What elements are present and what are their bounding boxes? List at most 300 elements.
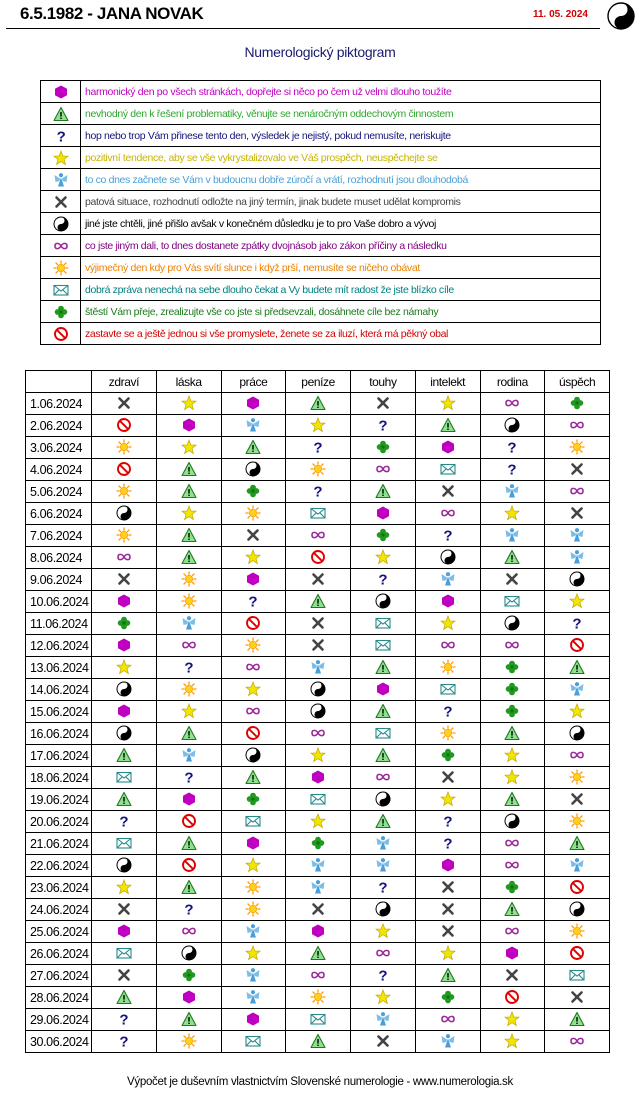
infinity-icon — [569, 747, 585, 763]
yinyang-icon — [569, 901, 585, 917]
symbol-cell — [351, 767, 416, 789]
symbol-cell — [351, 679, 416, 701]
symbol-cell — [221, 855, 286, 877]
legend-symbol-cell — [41, 169, 81, 191]
symbol-cell — [92, 921, 157, 943]
symbol-cell — [351, 459, 416, 481]
table-row — [26, 833, 610, 855]
symbol-cell — [156, 921, 221, 943]
svg-text:?: ? — [378, 967, 388, 984]
infinity-icon — [375, 769, 391, 785]
symbol-cell — [480, 789, 545, 811]
envelope-icon — [310, 505, 326, 521]
infinity-icon — [569, 1033, 585, 1049]
column-header: láska — [156, 371, 221, 393]
warning-icon — [440, 417, 456, 433]
symbol-cell — [221, 943, 286, 965]
symbol-cell — [92, 481, 157, 503]
sun-icon — [116, 483, 132, 499]
symbol-cell — [545, 459, 610, 481]
sun-icon — [569, 769, 585, 785]
star-icon — [504, 505, 520, 521]
legend-symbol-cell — [41, 323, 81, 345]
yinyang-icon — [440, 549, 456, 565]
symbol-cell — [221, 811, 286, 833]
symbol-cell — [480, 855, 545, 877]
symbol-cell — [351, 965, 416, 987]
angel-icon — [440, 1033, 456, 1049]
symbol-cell — [156, 745, 221, 767]
warning-icon — [181, 527, 197, 543]
symbol-cell — [415, 1009, 480, 1031]
row-date: 19.06.2024 — [26, 789, 92, 811]
warning-icon — [181, 835, 197, 851]
table-row — [26, 635, 610, 657]
symbol-cell — [415, 899, 480, 921]
symbol-cell — [156, 789, 221, 811]
angel-icon — [181, 615, 197, 631]
svg-text:?: ? — [184, 901, 194, 918]
prohibited-icon — [569, 879, 585, 895]
symbol-cell — [480, 921, 545, 943]
symbol-cell — [545, 613, 610, 635]
symbol-cell — [480, 481, 545, 503]
hexagon-icon — [116, 923, 132, 939]
prohibited-icon — [245, 725, 261, 741]
warning-icon — [375, 659, 391, 675]
svg-text:?: ? — [443, 703, 453, 720]
star-icon — [440, 791, 456, 807]
warning-icon — [245, 439, 261, 455]
star-icon — [181, 395, 197, 411]
symbol-cell — [480, 965, 545, 987]
symbol-cell — [221, 613, 286, 635]
symbol-cell — [480, 701, 545, 723]
symbol-cell — [545, 1009, 610, 1031]
row-date: 26.06.2024 — [26, 943, 92, 965]
symbol-cell — [545, 1031, 610, 1053]
symbol-cell — [480, 943, 545, 965]
legend-text: harmonický den po všech stránkách, dopřejte si něco po čem už velmi dlouho toužíte — [81, 81, 601, 103]
star-icon — [375, 923, 391, 939]
symbol-cell — [156, 965, 221, 987]
envelope-icon — [53, 282, 69, 298]
legend-symbol-cell — [41, 125, 81, 147]
svg-text:?: ? — [56, 128, 65, 144]
row-date: 2.06.2024 — [26, 415, 92, 437]
warning-icon — [310, 1033, 326, 1049]
infinity-icon — [569, 417, 585, 433]
clover-icon — [569, 395, 585, 411]
symbol-cell — [545, 503, 610, 525]
question-icon — [116, 1033, 132, 1049]
legend-row — [41, 147, 601, 169]
symbol-cell — [415, 459, 480, 481]
symbol-cell — [480, 877, 545, 899]
warning-icon — [569, 659, 585, 675]
sun-icon — [569, 923, 585, 939]
symbol-cell — [92, 613, 157, 635]
yinyang-icon — [569, 725, 585, 741]
symbol-cell — [351, 525, 416, 547]
symbol-cell — [480, 987, 545, 1009]
symbol-cell — [351, 547, 416, 569]
infinity-icon — [569, 483, 585, 499]
yinyang-icon — [116, 505, 132, 521]
symbol-cell — [92, 657, 157, 679]
star-icon — [504, 747, 520, 763]
symbol-cell — [92, 1031, 157, 1053]
question-icon — [440, 813, 456, 829]
row-date: 17.06.2024 — [26, 745, 92, 767]
cross-icon — [440, 901, 456, 917]
legend-text: patová situace, rozhodnutí odložte na jiný termín, jinak budete muset udělat kompromis — [81, 191, 601, 213]
symbol-cell — [92, 723, 157, 745]
legend-text: jiné jste chtěli, jiné přišlo avšak v konečném důsledku je to pro Vaše dobro a vývoj — [81, 213, 601, 235]
question-icon — [116, 1011, 132, 1027]
cross-icon — [310, 615, 326, 631]
symbol-cell — [545, 481, 610, 503]
svg-text:?: ? — [313, 439, 323, 456]
sun-icon — [181, 1033, 197, 1049]
angel-icon — [569, 527, 585, 543]
warning-icon — [375, 703, 391, 719]
symbol-cell — [351, 899, 416, 921]
legend-symbol-cell — [41, 147, 81, 169]
symbol-cell — [545, 833, 610, 855]
question-icon — [375, 967, 391, 983]
infinity-icon — [116, 549, 132, 565]
row-date: 30.06.2024 — [26, 1031, 92, 1053]
question-icon — [440, 527, 456, 543]
date-column-header — [26, 371, 92, 393]
symbol-cell — [286, 1031, 351, 1053]
infinity-icon — [504, 857, 520, 873]
envelope-icon — [245, 813, 261, 829]
symbol-cell — [415, 613, 480, 635]
symbol-cell — [286, 437, 351, 459]
cross-icon — [116, 901, 132, 917]
yinyang-icon — [504, 615, 520, 631]
star-icon — [116, 879, 132, 895]
infinity-icon — [181, 637, 197, 653]
symbol-cell — [286, 877, 351, 899]
symbol-cell — [480, 613, 545, 635]
svg-text:?: ? — [184, 769, 194, 786]
infinity-icon — [440, 637, 456, 653]
table-row — [26, 899, 610, 921]
table-row — [26, 723, 610, 745]
hexagon-icon — [181, 791, 197, 807]
table-row — [26, 811, 610, 833]
sun-icon — [181, 593, 197, 609]
symbol-cell — [480, 679, 545, 701]
star-icon — [245, 681, 261, 697]
symbol-cell — [92, 767, 157, 789]
symbol-cell — [286, 701, 351, 723]
cross-icon — [116, 571, 132, 587]
symbol-cell — [221, 437, 286, 459]
symbol-cell — [286, 613, 351, 635]
symbol-cell — [480, 767, 545, 789]
yinyang-icon — [116, 681, 132, 697]
clover-icon — [440, 747, 456, 763]
symbol-cell — [545, 657, 610, 679]
legend-text: výjimečný den kdy pro Vás svítí slunce i když prší, nemusíte se ničeho obávat — [81, 257, 601, 279]
yinyang-icon — [375, 593, 391, 609]
table-row — [26, 525, 610, 547]
table-row — [26, 569, 610, 591]
legend-symbol-cell — [41, 235, 81, 257]
clover-icon — [53, 304, 69, 320]
symbol-cell — [351, 1009, 416, 1031]
symbol-cell — [415, 1031, 480, 1053]
symbol-cell — [415, 987, 480, 1009]
legend-row — [41, 301, 601, 323]
angel-icon — [310, 857, 326, 873]
svg-text:?: ? — [507, 461, 517, 478]
angel-icon — [245, 989, 261, 1005]
infinity-icon — [375, 945, 391, 961]
symbol-cell — [351, 613, 416, 635]
angel-icon — [569, 681, 585, 697]
table-row — [26, 789, 610, 811]
star-icon — [310, 417, 326, 433]
angel-icon — [245, 923, 261, 939]
symbol-cell — [286, 723, 351, 745]
symbol-cell — [156, 877, 221, 899]
symbol-cell — [480, 503, 545, 525]
symbol-cell — [415, 415, 480, 437]
symbol-cell — [92, 965, 157, 987]
symbol-cell — [221, 723, 286, 745]
infinity-icon — [245, 703, 261, 719]
symbol-cell — [545, 745, 610, 767]
symbol-cell — [415, 591, 480, 613]
symbol-cell — [221, 789, 286, 811]
cross-icon — [569, 791, 585, 807]
angel-icon — [375, 835, 391, 851]
symbol-cell — [351, 393, 416, 415]
table-row — [26, 547, 610, 569]
svg-text:?: ? — [572, 615, 582, 632]
symbol-cell — [480, 833, 545, 855]
symbol-cell — [351, 987, 416, 1009]
symbol-cell — [156, 943, 221, 965]
question-icon — [53, 128, 69, 144]
warning-icon — [375, 813, 391, 829]
legend-row — [41, 191, 601, 213]
star-icon — [504, 769, 520, 785]
legend-text: štěstí Vám přeje, zrealizujte vše co jste si předsevzali, dosáhnete cíle bez námahy — [81, 301, 601, 323]
row-date: 18.06.2024 — [26, 767, 92, 789]
symbol-cell — [351, 1031, 416, 1053]
symbol-cell — [286, 657, 351, 679]
star-icon — [181, 439, 197, 455]
symbol-cell — [415, 503, 480, 525]
symbol-cell — [545, 679, 610, 701]
warning-icon — [245, 769, 261, 785]
symbol-cell — [351, 503, 416, 525]
hexagon-icon — [53, 84, 69, 100]
symbol-cell — [221, 415, 286, 437]
symbol-cell — [415, 833, 480, 855]
symbol-cell — [92, 899, 157, 921]
row-date: 15.06.2024 — [26, 701, 92, 723]
column-header: intelekt — [415, 371, 480, 393]
symbol-cell — [351, 833, 416, 855]
infinity-icon — [504, 395, 520, 411]
symbol-cell — [545, 767, 610, 789]
legend-text: zastavte se a ještě jednou si vše promyslete, ženete se za iluzí, která má pěkný obal — [81, 323, 601, 345]
cross-icon — [310, 571, 326, 587]
envelope-icon — [504, 593, 520, 609]
symbol-cell — [221, 745, 286, 767]
yinyang-icon — [504, 417, 520, 433]
symbol-cell — [156, 613, 221, 635]
row-date: 5.06.2024 — [26, 481, 92, 503]
symbol-cell — [351, 921, 416, 943]
table-row — [26, 1031, 610, 1053]
table-row — [26, 591, 610, 613]
hexagon-icon — [375, 505, 391, 521]
table-row — [26, 745, 610, 767]
yinyang-icon — [245, 747, 261, 763]
legend-table — [40, 80, 601, 345]
sun-icon — [569, 813, 585, 829]
symbol-cell — [221, 833, 286, 855]
symbol-cell — [415, 525, 480, 547]
star-icon — [375, 989, 391, 1005]
cross-icon — [569, 505, 585, 521]
symbol-cell — [156, 1031, 221, 1053]
sun-icon — [440, 659, 456, 675]
symbol-cell — [545, 591, 610, 613]
envelope-icon — [375, 725, 391, 741]
symbol-cell — [156, 855, 221, 877]
star-icon — [53, 150, 69, 166]
prohibited-icon — [181, 813, 197, 829]
symbol-cell — [156, 459, 221, 481]
angel-icon — [504, 527, 520, 543]
symbol-cell — [221, 393, 286, 415]
symbol-cell — [545, 943, 610, 965]
symbol-cell — [480, 459, 545, 481]
cross-icon — [440, 923, 456, 939]
angel-icon — [181, 747, 197, 763]
table-row — [26, 613, 610, 635]
symbol-cell — [156, 635, 221, 657]
symbol-cell — [415, 877, 480, 899]
hexagon-icon — [440, 439, 456, 455]
warning-icon — [310, 593, 326, 609]
symbol-cell — [221, 547, 286, 569]
hexagon-icon — [375, 681, 391, 697]
warning-icon — [504, 725, 520, 741]
angel-icon — [569, 857, 585, 873]
symbol-cell — [351, 855, 416, 877]
symbol-cell — [221, 987, 286, 1009]
symbol-cell — [545, 987, 610, 1009]
star-icon — [245, 857, 261, 873]
table-row — [26, 987, 610, 1009]
row-date: 1.06.2024 — [26, 393, 92, 415]
warning-icon — [53, 106, 69, 122]
hexagon-icon — [245, 835, 261, 851]
warning-icon — [504, 791, 520, 807]
pictogram-table — [25, 370, 610, 1053]
svg-text:?: ? — [248, 593, 258, 610]
row-date: 28.06.2024 — [26, 987, 92, 1009]
symbol-cell — [480, 899, 545, 921]
envelope-icon — [375, 615, 391, 631]
svg-text:?: ? — [313, 483, 323, 500]
clover-icon — [375, 527, 391, 543]
hexagon-icon — [440, 593, 456, 609]
symbol-cell — [221, 657, 286, 679]
symbol-cell — [545, 965, 610, 987]
yinyang-icon — [245, 461, 261, 477]
symbol-cell — [351, 877, 416, 899]
question-icon — [569, 615, 585, 631]
legend-symbol-cell — [41, 301, 81, 323]
yinyang-icon — [310, 681, 326, 697]
question-icon — [440, 703, 456, 719]
warning-icon — [181, 879, 197, 895]
symbol-cell — [92, 415, 157, 437]
symbol-cell — [351, 745, 416, 767]
table-row — [26, 921, 610, 943]
star-icon — [504, 1011, 520, 1027]
warning-icon — [569, 835, 585, 851]
svg-text:?: ? — [119, 1033, 129, 1050]
symbol-cell — [92, 459, 157, 481]
row-date: 12.06.2024 — [26, 635, 92, 657]
legend-row — [41, 213, 601, 235]
question-icon — [310, 483, 326, 499]
question-icon — [440, 835, 456, 851]
symbol-cell — [92, 877, 157, 899]
svg-text:?: ? — [378, 879, 388, 896]
symbol-cell — [415, 789, 480, 811]
symbol-cell — [156, 393, 221, 415]
question-icon — [245, 593, 261, 609]
hexagon-icon — [116, 637, 132, 653]
question-icon — [181, 901, 197, 917]
table-row — [26, 965, 610, 987]
yinyang-icon — [504, 813, 520, 829]
symbol-cell — [156, 899, 221, 921]
star-icon — [569, 593, 585, 609]
cross-icon — [569, 461, 585, 477]
warning-icon — [569, 1011, 585, 1027]
angel-icon — [310, 659, 326, 675]
symbol-cell — [545, 393, 610, 415]
svg-text:?: ? — [184, 659, 194, 676]
symbol-cell — [286, 921, 351, 943]
legend-text: dobrá zpráva nenechá na sebe dlouho čekat a Vy budete mít radost že jste blízko cíle — [81, 279, 601, 301]
symbol-cell — [286, 679, 351, 701]
legend-symbol-cell — [41, 81, 81, 103]
star-icon — [569, 703, 585, 719]
hexagon-icon — [245, 395, 261, 411]
star-icon — [504, 1033, 520, 1049]
symbol-cell — [92, 569, 157, 591]
prohibited-icon — [181, 857, 197, 873]
symbol-cell — [415, 965, 480, 987]
symbol-cell — [351, 437, 416, 459]
symbol-cell — [351, 943, 416, 965]
